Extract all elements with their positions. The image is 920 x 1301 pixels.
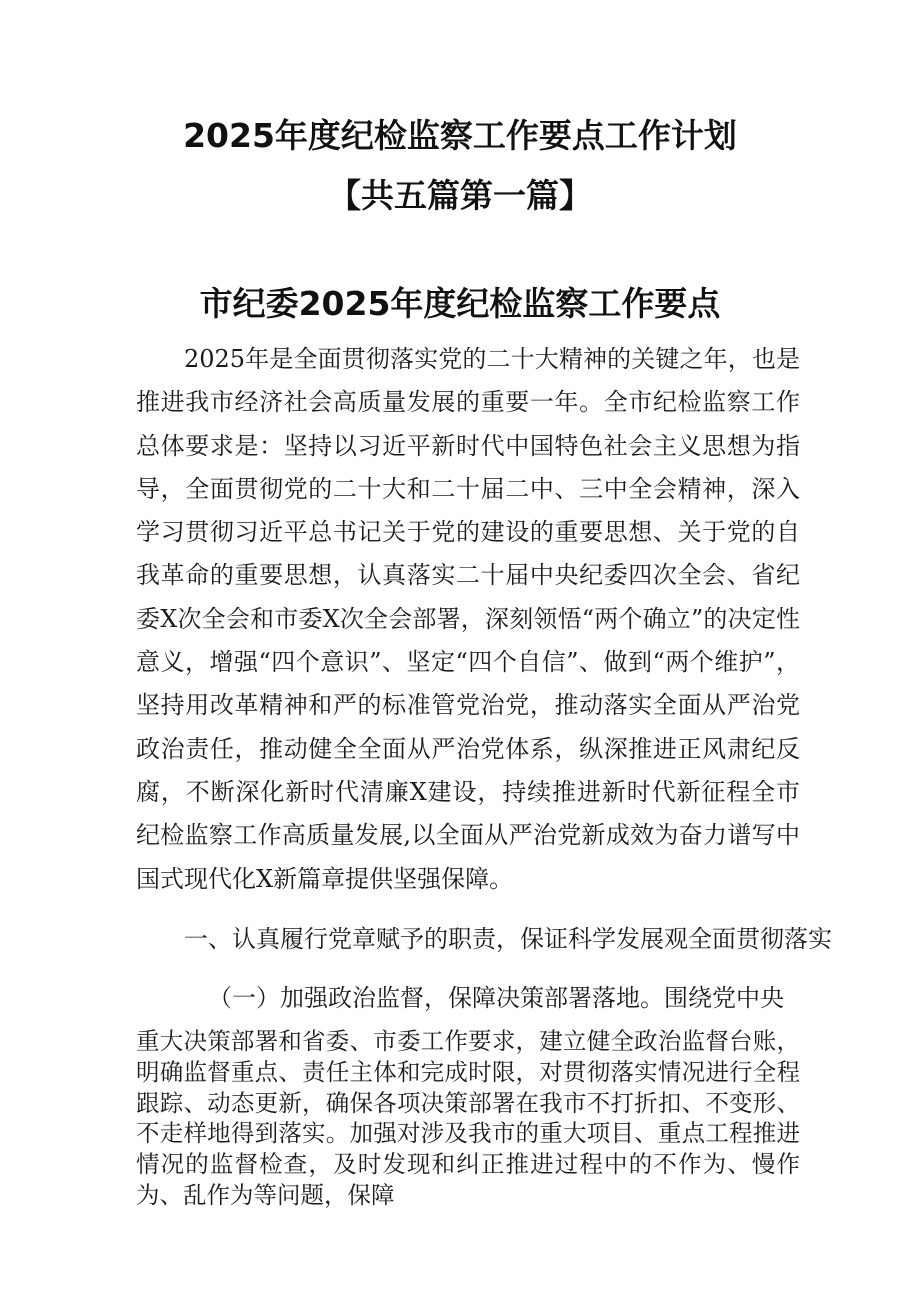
intro-paragraph: 2025年是全面贯彻落实党的二十大精神的关键之年，也是推进我市经济社会高质量发展的重要一年。全市纪检监察工作总体要求是：坚持以习近平新时代中国特色社会主义思想为指导，全面贯彻党的二十大和二十届二中、三中全会精神，深入学习贯彻习近平总书记关于党的建设的重要思想、关于党的自我革命的重要思想，认真落实二十届中央纪委四次全会、省纪委X次全会和市委X次全会部署，深刻领悟“两个确立”的决定性意义，增强“四个意识”、坚定“四个自信”、做到“两个维护”，坚持用改革精神和严的标准管党治党，推动落实全面从严治党政治责任，推动健全全面从严治党体系，纵深推进正风肃纪反腐，不断深化新时代清廉X建设，持续推进新时代新征程全市纪检监察工作高质量发展,以全面从严治党新成效为奋力谱写中国式现代化X新篇章提供坚强保障。 xyxy=(136,345,800,893)
document-subtitle: 市纪委2025年度纪检监察工作要点 xyxy=(199,284,721,323)
document-series-label: 【共五篇第一篇】 xyxy=(328,176,592,215)
section-heading: 一、认真履行党章赋予的职责，保证科学发展观全面贯彻落实 xyxy=(184,925,832,953)
subsection-heading: （一）加强政治监督，保障决策部署落地。围绕党中央 xyxy=(208,984,784,1012)
document-title: 2025年度纪检监察工作要点工作计划 xyxy=(183,116,737,155)
subsection-paragraph: 重大决策部署和省委、市委工作要求，建立健全政治监督台账，明确监督重点、责任主体和完成时限，对贯彻落实情况进行全程跟踪、动态更新，确保各项决策部署在我市不打折扣、不变形、不走样地得到落实。加强对涉及我市的重大项目、重点工程推进情况的监督检查，及时发现和纠正推进过程中的不作为、慢作为、乱作为等问题，保障 xyxy=(136,1027,800,1209)
